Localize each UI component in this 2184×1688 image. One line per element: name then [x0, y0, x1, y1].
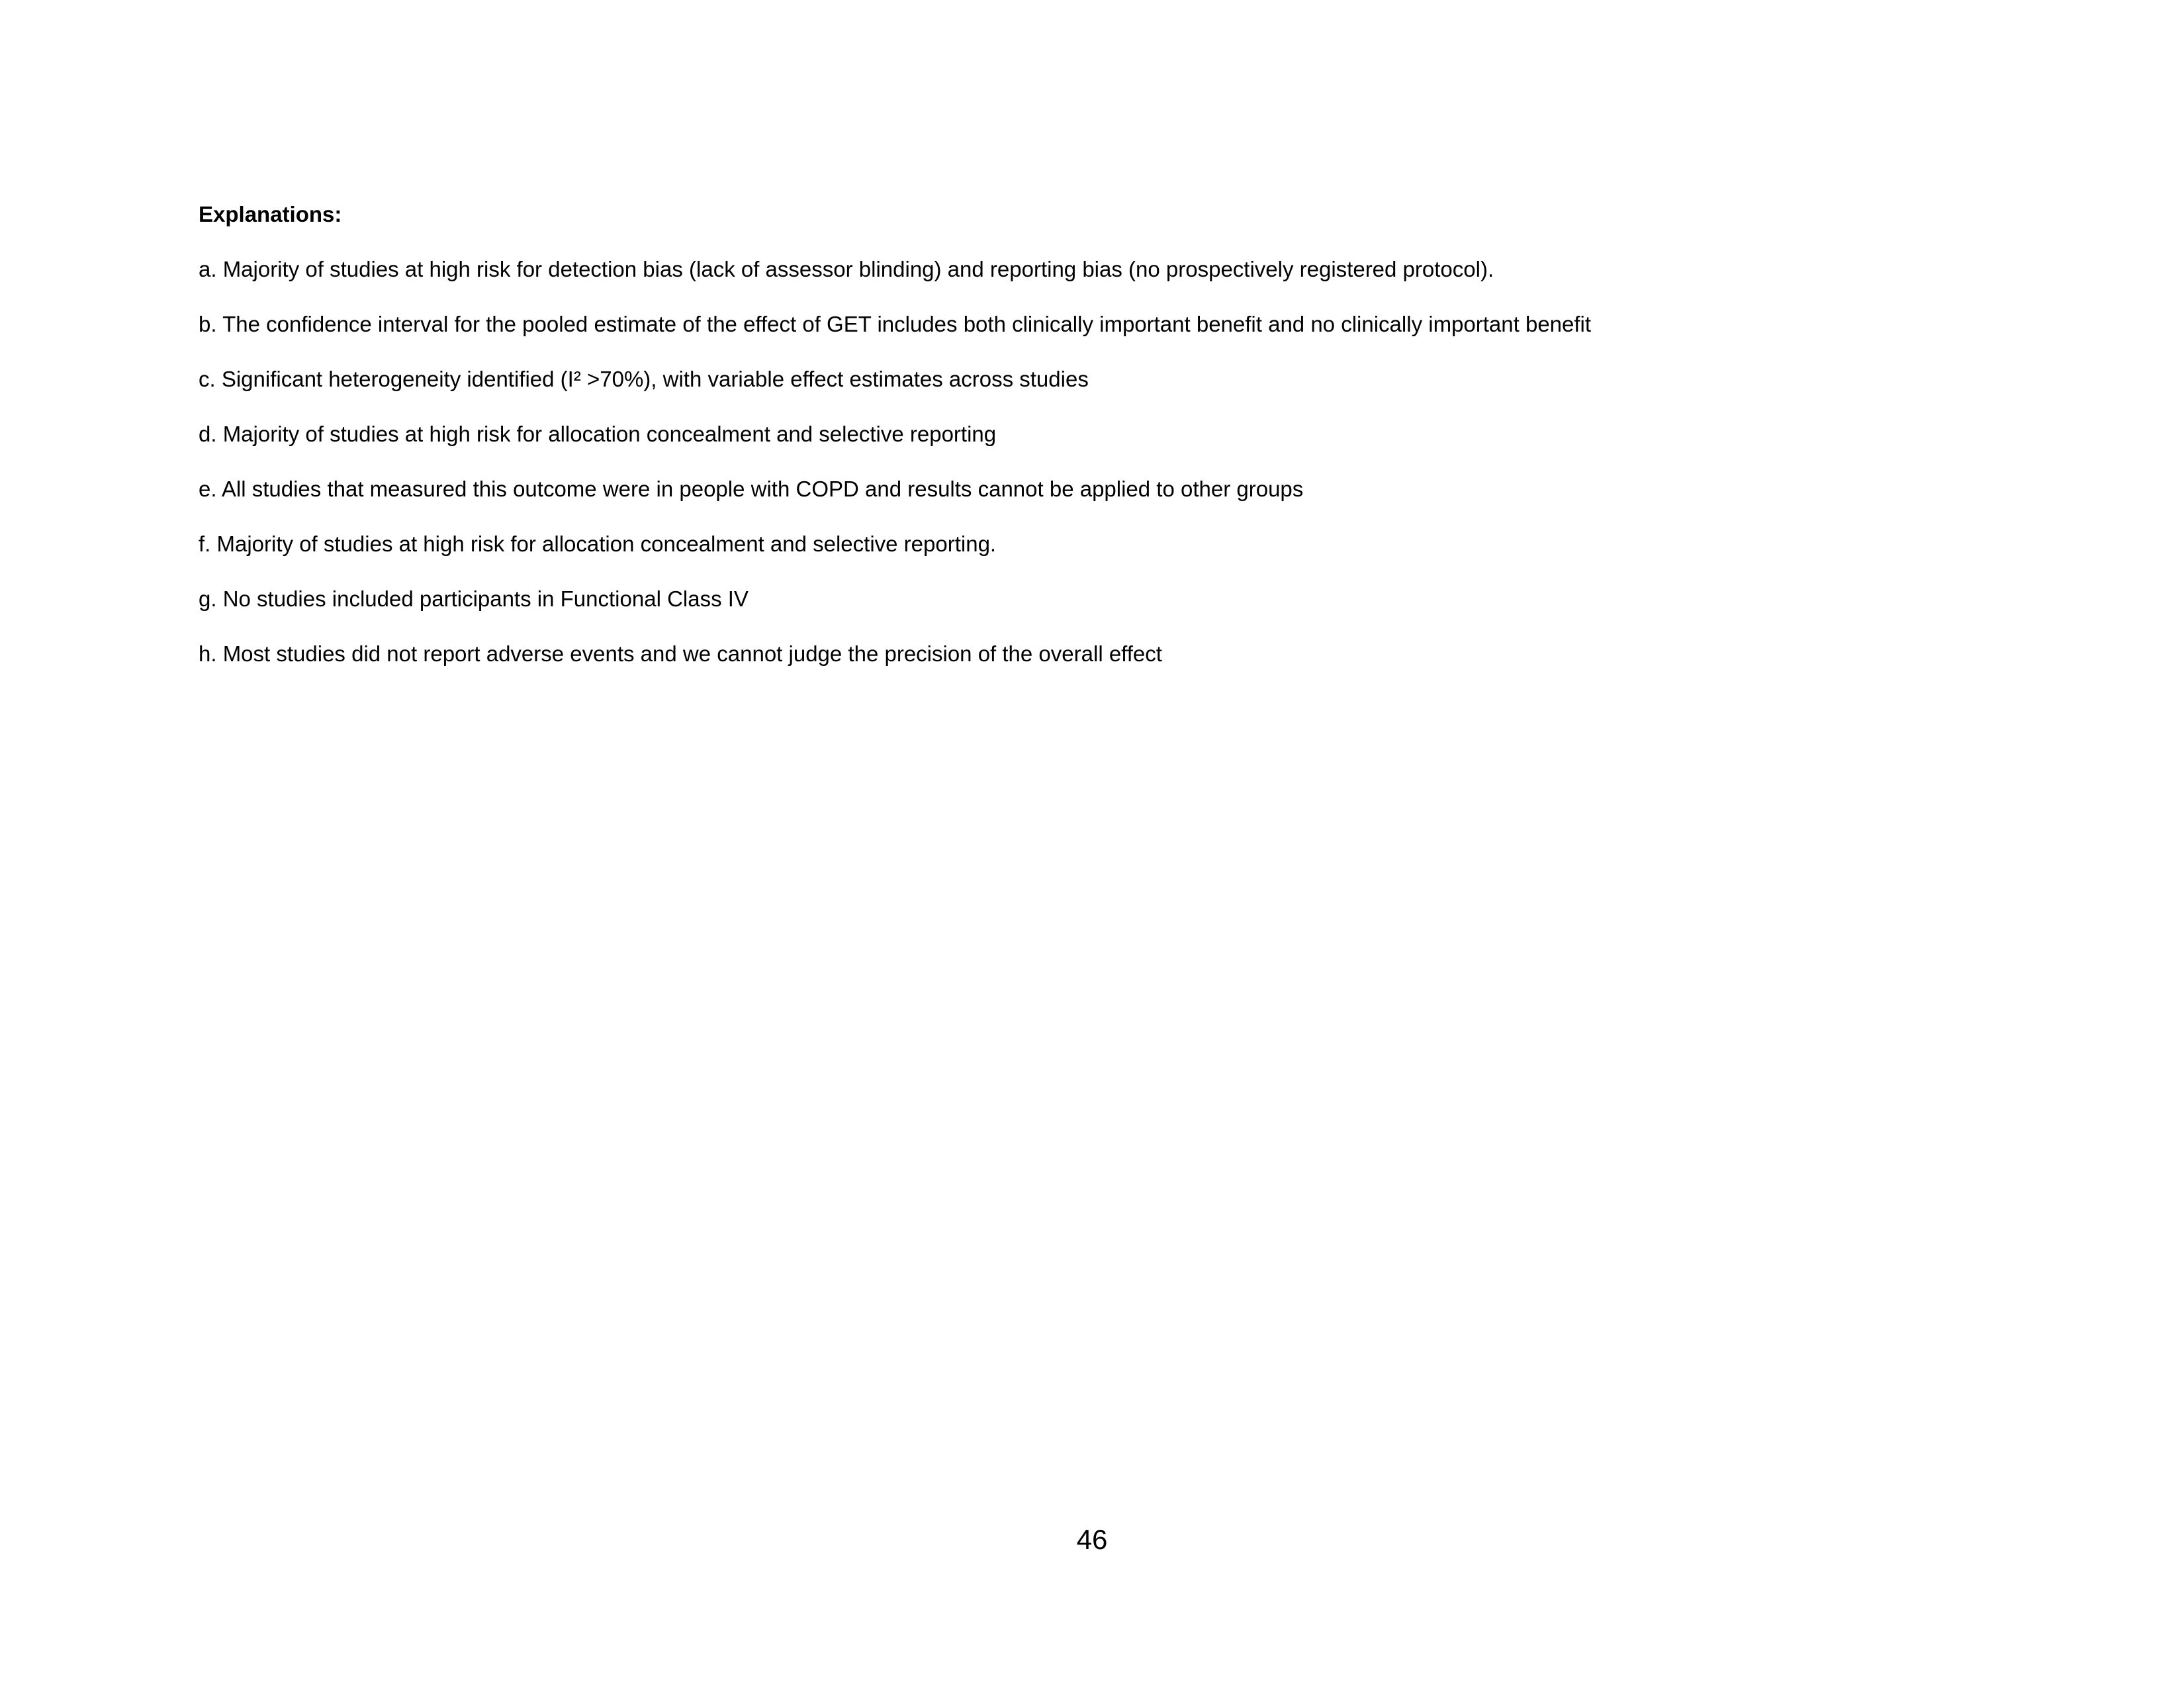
explanation-note-f: f. Majority of studies at high risk for allocation concealment and selective reporting. — [199, 532, 997, 556]
explanation-note-a: a. Majority of studies at high risk for detection bias (lack of assessor blinding) and reporting bias (no prospectively registered protocol). — [199, 257, 1494, 281]
explanations-section — [199, 199, 1985, 693]
explanations-list — [199, 254, 1985, 670]
explanation-note-c: c. Significant heterogeneity identified (I² >70%), with variable effect estimates across studies — [199, 367, 1089, 391]
explanation-note-h: h. Most studies did not report adverse events and we cannot judge the precision of the overall effect — [199, 641, 1162, 666]
page-number: 46 — [1076, 1524, 1108, 1555]
explanation-note-g: g. No studies included participants in Functional Class IV — [199, 586, 749, 611]
explanations-heading: Explanations: — [199, 202, 342, 226]
explanation-note-d: d. Majority of studies at high risk for allocation concealment and selective reporting — [199, 422, 997, 446]
explanation-note-e: e. All studies that measured this outcome were in people with COPD and results cannot be applied to other groups — [199, 477, 1304, 501]
explanation-note-b: b. The confidence interval for the pooled estimate of the effect of GET includes both clinically important benefit and no clinically important benefit — [199, 312, 1592, 336]
